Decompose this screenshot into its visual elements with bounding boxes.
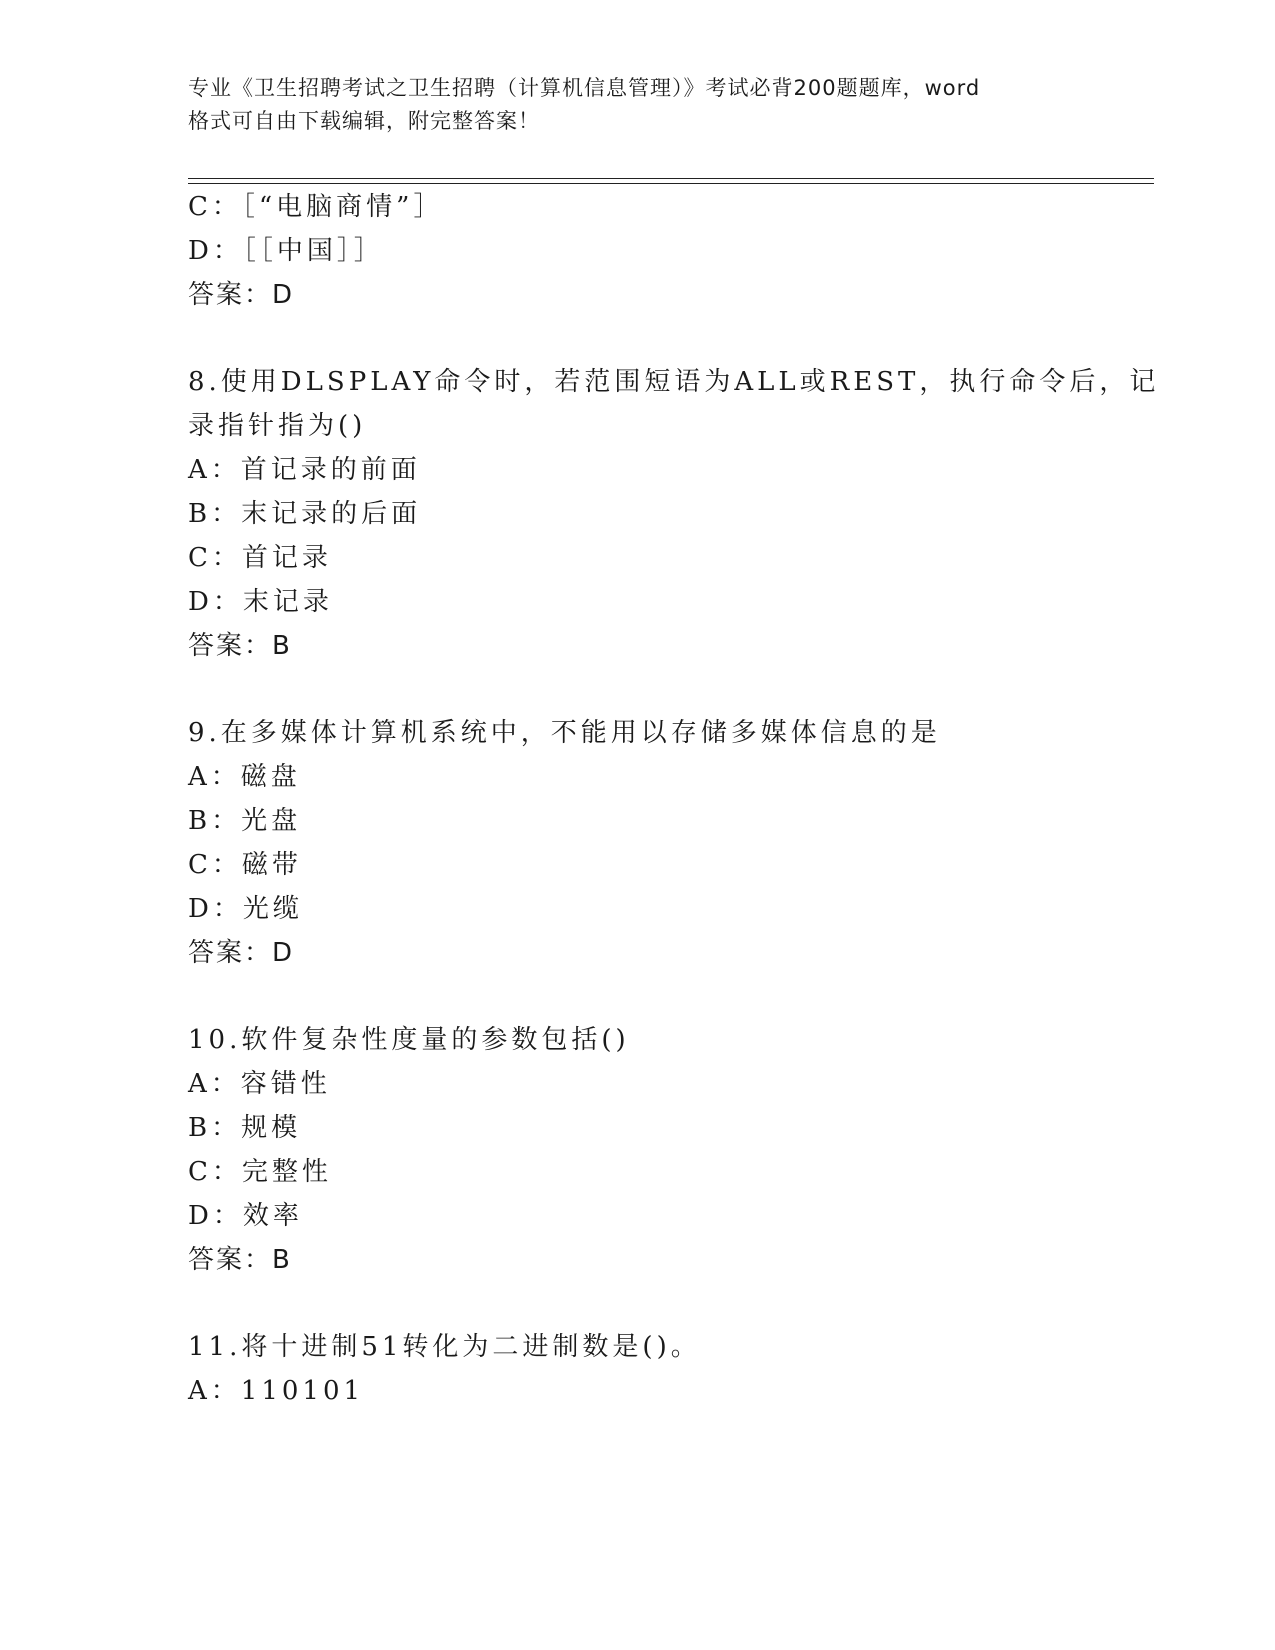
q10-stem: 10.软件复杂性度量的参数包括() — [188, 1025, 630, 1055]
q7-answer: 答案：D — [188, 280, 295, 310]
q8-option-d: D：末记录 — [188, 587, 333, 617]
q9-answer: 答案：D — [188, 938, 295, 968]
q10-option-d: D：效率 — [188, 1201, 303, 1231]
q7-option-c: C：［“电脑商情”］ — [188, 192, 444, 222]
q11-option-a: A：110101 — [188, 1376, 365, 1406]
q8-answer: 答案：B — [188, 631, 292, 661]
q10-option-c: C：完整性 — [188, 1157, 332, 1187]
q8-stem-line-1: 8.使用DLSPLAY命令时，若范围短语为ALL或REST，执行命令后，记 — [188, 367, 1160, 397]
q7-option-d: D：［［中国］］ — [188, 236, 384, 266]
q10-option-a: A：容错性 — [188, 1069, 331, 1099]
q8-option-a: A：首记录的前面 — [188, 455, 421, 485]
q9-option-d: D：光缆 — [188, 894, 303, 924]
q9-option-b: B：光盘 — [188, 806, 302, 836]
q9-option-a: A：磁盘 — [188, 762, 301, 792]
q8-option-c: C：首记录 — [188, 543, 332, 573]
q11-stem: 11.将十进制51转化为二进制数是()。 — [188, 1332, 701, 1362]
q9-stem: 9.在多媒体计算机系统中，不能用以存储多媒体信息的是 — [188, 718, 941, 748]
q8-stem-line-2: 录指针指为() — [188, 411, 367, 441]
header-line-2: 格式可自由下载编辑，附完整答案！ — [188, 109, 540, 133]
document-header — [188, 72, 1088, 138]
q10-answer: 答案：B — [188, 1245, 292, 1275]
header-divider-bottom — [188, 183, 1154, 184]
header-divider-top — [188, 178, 1154, 179]
header-line-1: 专业《卫生招聘考试之卫生招聘（计算机信息管理）》考试必背200题题库，word — [188, 76, 981, 100]
q8-option-b: B：末记录的后面 — [188, 499, 422, 529]
q10-option-b: B：规模 — [188, 1113, 302, 1143]
q9-option-c: C：磁带 — [188, 850, 302, 880]
